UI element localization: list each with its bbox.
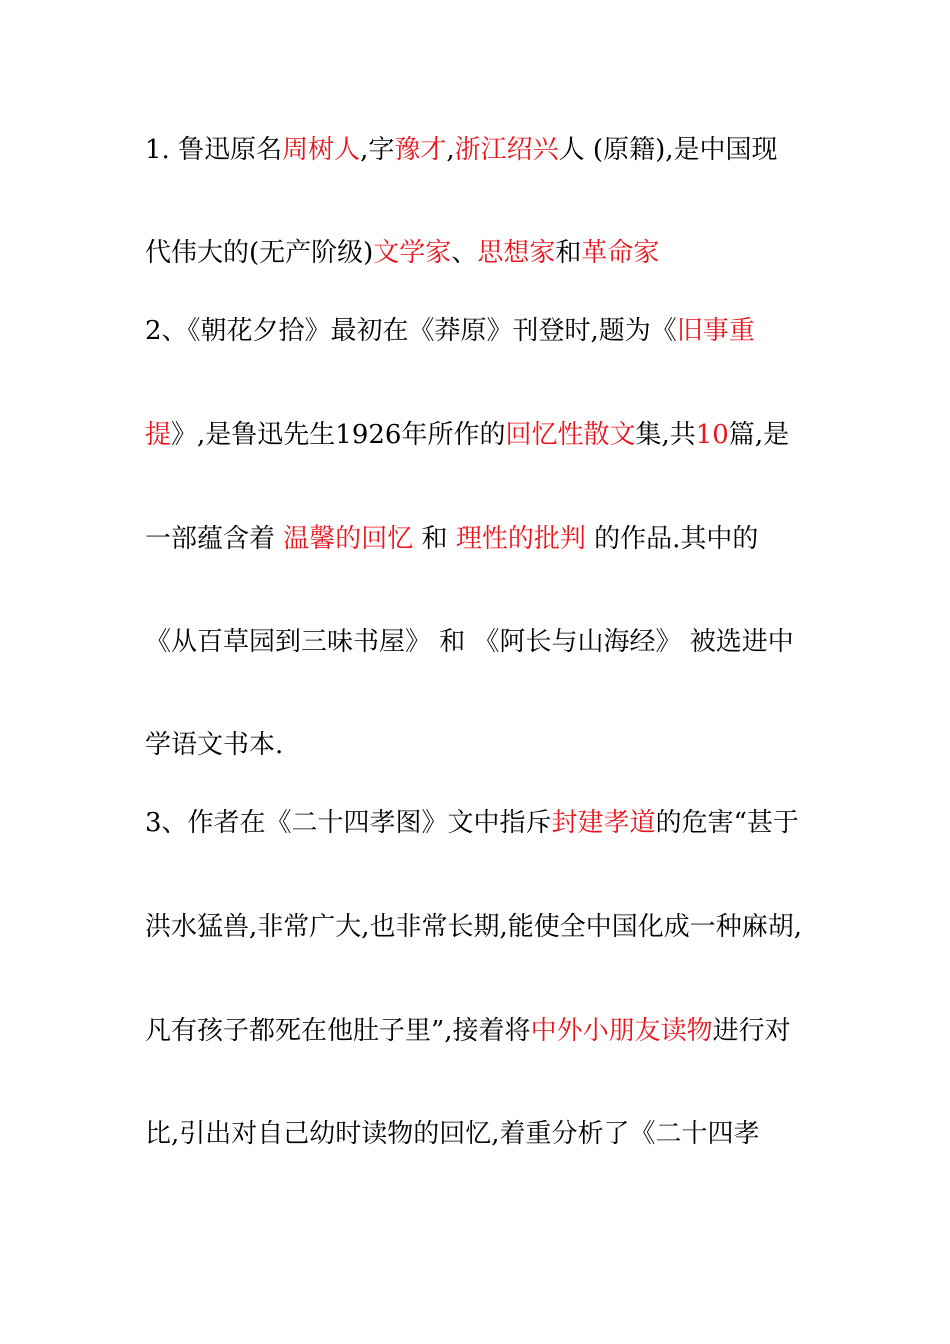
- text-run: ,字: [360, 135, 395, 165]
- text-run: 篇,是: [728, 420, 790, 450]
- text-run: 2、《朝花夕拾》最初在《莽原》刊登时,题为《: [145, 316, 677, 346]
- highlighted-text: 革命家: [581, 238, 660, 268]
- text-run: 1. 鲁迅原名: [145, 135, 283, 165]
- highlighted-text: 中外小朋友读物: [530, 1016, 713, 1046]
- text-line: [145, 236, 825, 270]
- text-run: 学语文书本.: [145, 730, 284, 760]
- highlighted-text: 理性的批判: [455, 524, 586, 554]
- text-run: 《从百草园到三味书屋》 和 《阿长与山海经》 被选进中: [145, 627, 794, 657]
- text-run: 的作品.其中的: [585, 524, 759, 554]
- text-line: [145, 522, 825, 556]
- text-run: 一部蕴含着: [145, 524, 284, 554]
- text-line: [145, 418, 825, 452]
- text-run: 》,是鲁迅先生1926年所作的: [171, 420, 506, 450]
- highlighted-text: 封建孝道: [551, 808, 656, 838]
- highlighted-text: 浙江绍兴: [454, 135, 559, 165]
- text-run: 和: [555, 238, 582, 268]
- text-line: [145, 314, 825, 348]
- highlighted-text: 10: [695, 420, 729, 450]
- highlighted-text: 回忆性散文: [505, 420, 636, 450]
- text-line: [145, 1117, 825, 1151]
- text-run: ,: [446, 135, 455, 165]
- text-run: 比,引出对自己幼时读物的回忆,着重分析了《二十四孝: [145, 1119, 760, 1149]
- text-run: 3、作者在《二十四孝图》文中指斥: [145, 808, 552, 838]
- highlighted-text: 文学家: [373, 238, 452, 268]
- highlighted-text: 豫才: [394, 135, 447, 165]
- highlighted-text: 温馨的回忆: [283, 524, 414, 554]
- highlighted-text: 旧事重: [676, 316, 755, 346]
- highlighted-text: 提: [145, 420, 172, 450]
- text-run: 的危害“甚于: [655, 808, 799, 838]
- text-run: 凡有孩子都死在他肚子里”,接着将: [145, 1016, 531, 1046]
- text-run: 进行对: [712, 1016, 791, 1046]
- highlighted-text: 思想家: [477, 238, 556, 268]
- text-run: 集,共: [635, 420, 696, 450]
- text-run: 洪水猛兽,非常广大,也非常长期,能使全中国化成一种麻胡,: [145, 912, 803, 942]
- text-line: [145, 728, 825, 762]
- text-line: [145, 806, 825, 840]
- text-run: 和: [413, 524, 456, 554]
- text-run: 人 (原籍),是中国现: [558, 135, 778, 165]
- text-run: 、: [451, 238, 478, 268]
- text-run: 代伟大的(无产阶级): [145, 238, 374, 268]
- text-line: [145, 1014, 825, 1048]
- highlighted-text: 周树人: [282, 135, 361, 165]
- text-line: [145, 133, 825, 167]
- text-line: [145, 910, 825, 944]
- text-line: [145, 625, 825, 659]
